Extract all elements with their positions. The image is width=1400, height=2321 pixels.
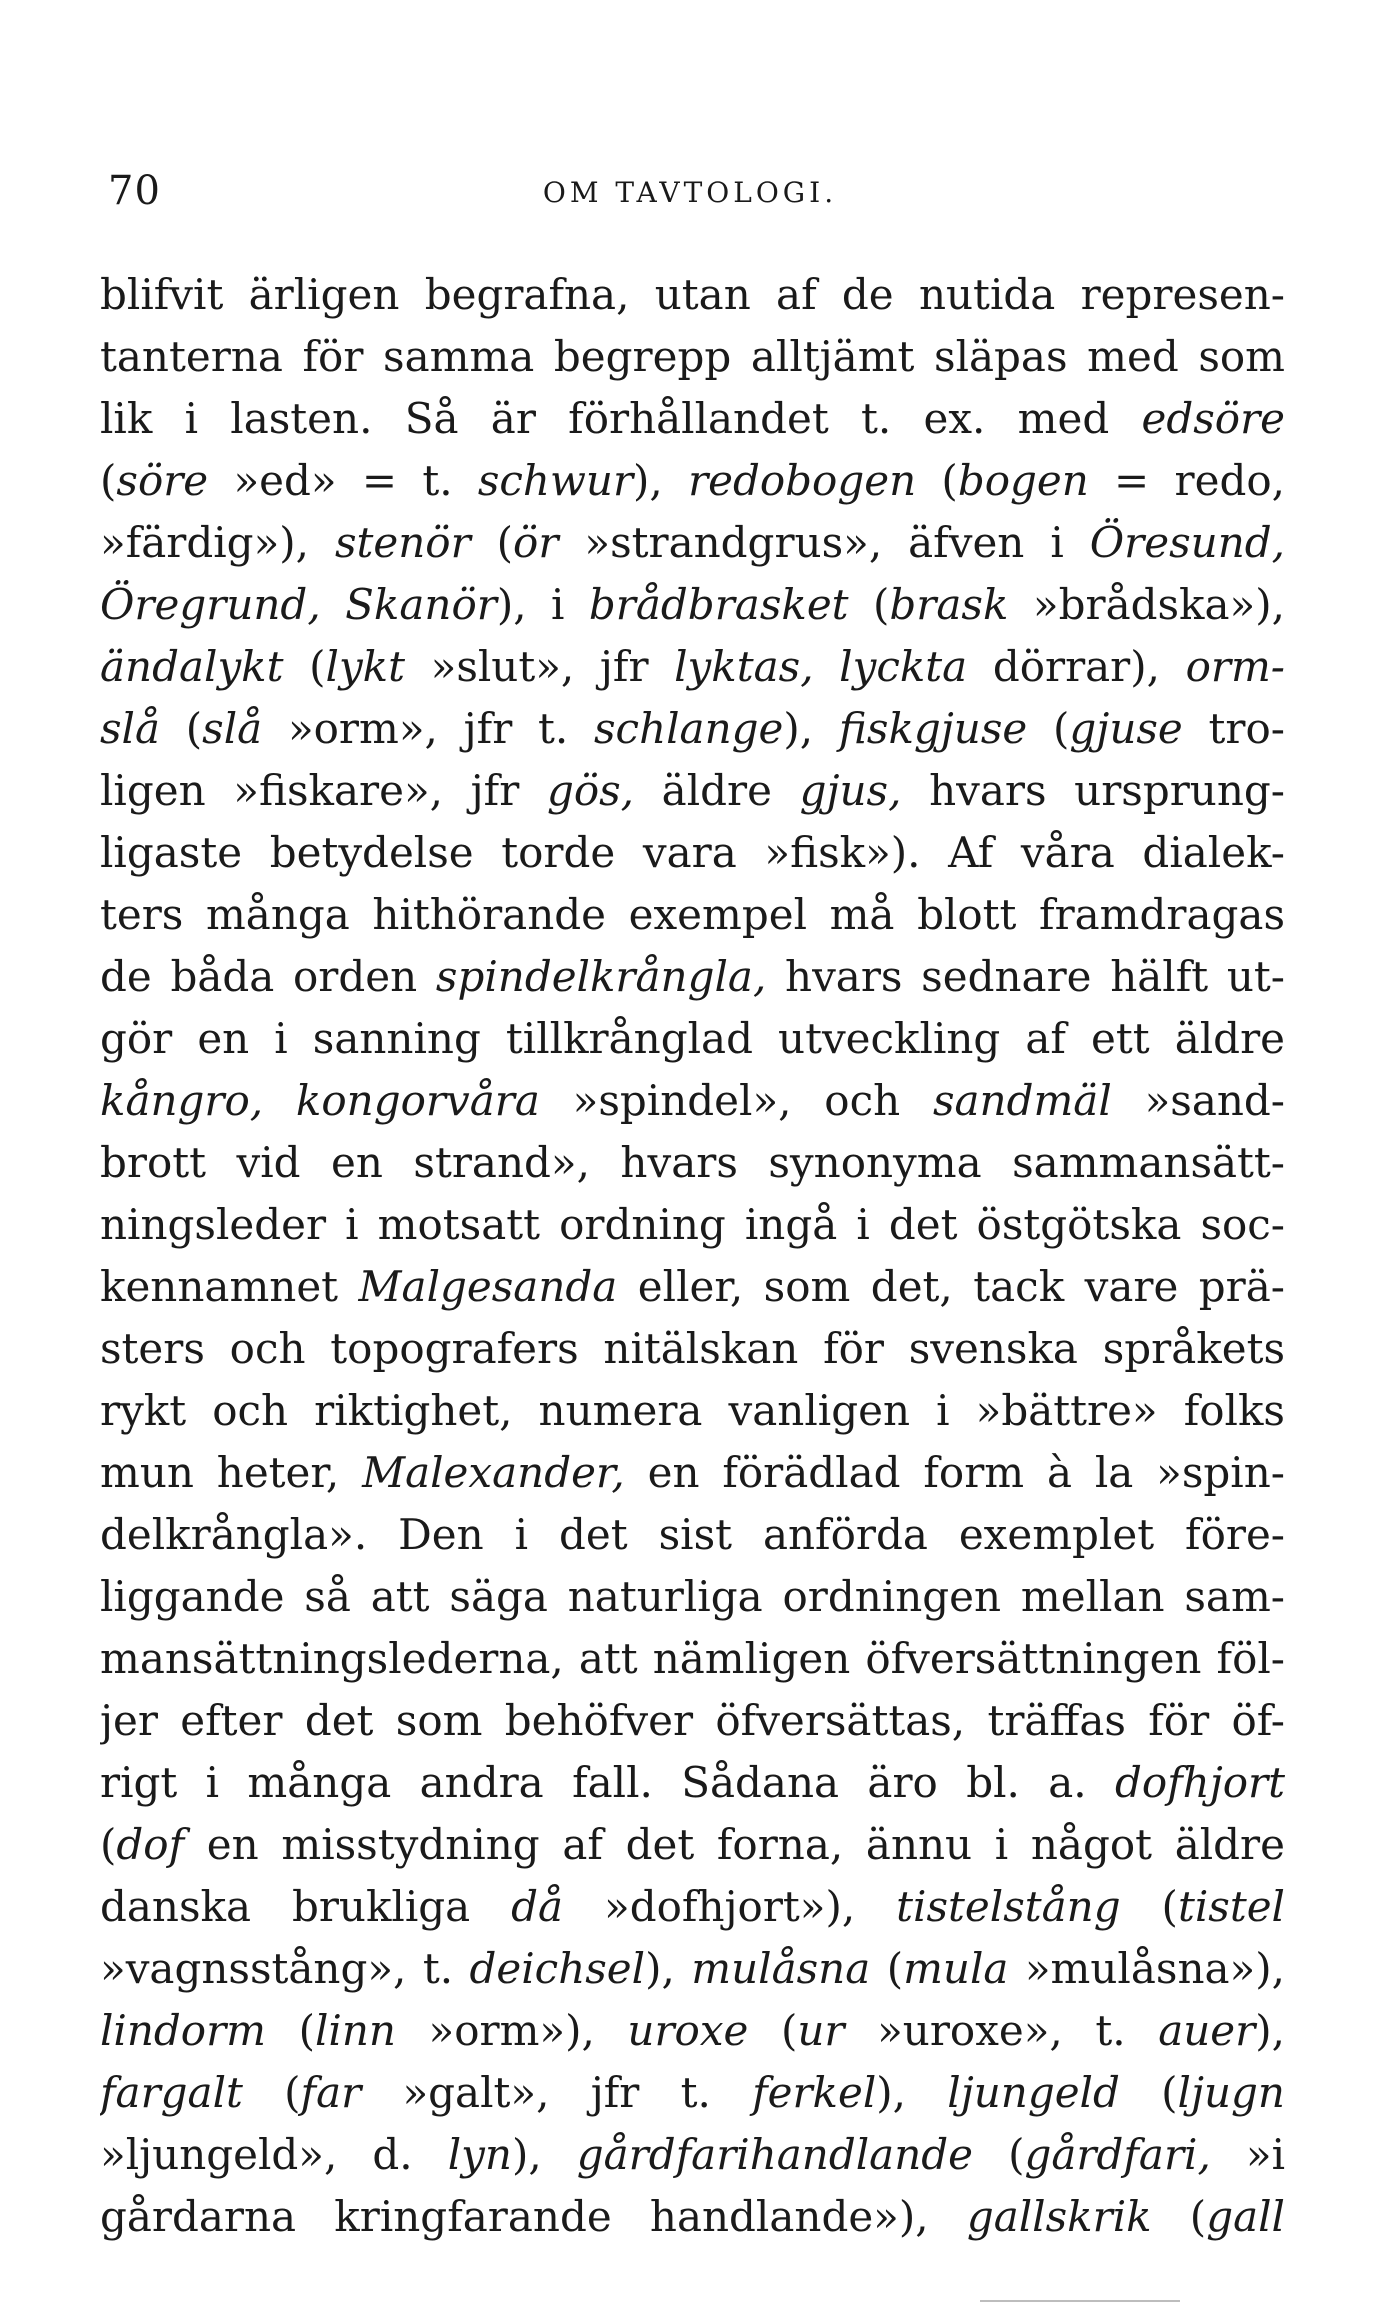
text-run: ),: [511, 2130, 577, 2179]
text-run: (: [916, 456, 958, 505]
text-run: (: [1119, 2068, 1178, 2117]
text-run: (: [1151, 2192, 1207, 2241]
text-line: [100, 1318, 1285, 1380]
text-line: [100, 1380, 1285, 1442]
italic-term: gall: [1206, 2192, 1285, 2241]
text-run: hvars sednare hälft ut-: [766, 952, 1285, 1001]
text-line: [100, 1070, 1285, 1132]
italic-term: gjus,: [799, 766, 902, 815]
text-line: [100, 574, 1285, 636]
text-run: tro-: [1182, 704, 1285, 753]
text-run: rigt i många andra fall. Sådana äro bl. a.: [100, 1758, 1115, 1807]
text-run: »brådska»),: [1008, 580, 1285, 629]
body-text: [100, 264, 1285, 2248]
italic-term: gårdfari,: [1024, 2130, 1211, 2179]
text-line: [100, 2124, 1285, 2186]
text-run: äldre: [634, 766, 800, 815]
text-run: »galt», jfr t.: [361, 2068, 753, 2117]
text-line: [100, 1442, 1285, 1504]
page-edge-mark: [980, 2300, 1180, 2302]
text-run: (: [283, 642, 326, 691]
italic-term: Malgesanda: [358, 1262, 618, 1311]
italic-term: lykt: [325, 642, 406, 691]
text-line: [100, 326, 1285, 388]
italic-term: orm-: [1185, 642, 1285, 691]
text-run: (: [1120, 1882, 1178, 1931]
text-run: (: [266, 2006, 315, 2055]
italic-term: tistelstång: [896, 1882, 1121, 1931]
italic-term: mulåsna: [691, 1944, 871, 1993]
text-run: ), i: [496, 580, 589, 629]
text-run: gårdarna kringfarande handlande»),: [100, 2192, 967, 2241]
text-run: tanterna för samma begrepp alltjämt släpas med som: [100, 332, 1285, 381]
text-line: [100, 388, 1285, 450]
text-run: kennamnet: [100, 1262, 359, 1311]
text-line: [100, 1194, 1285, 1256]
text-line: [100, 1132, 1285, 1194]
italic-term: spindelkrångla,: [435, 952, 767, 1001]
italic-term: brådbrasket: [588, 580, 849, 629]
italic-term: ör: [513, 518, 559, 567]
text-line: [100, 636, 1285, 698]
text-run: (: [100, 456, 117, 505]
text-run: dörrar),: [967, 642, 1186, 691]
text-run: de båda orden: [100, 952, 436, 1001]
italic-term: tistel: [1177, 1882, 1285, 1931]
text-line: [100, 1876, 1285, 1938]
italic-term: slå: [100, 704, 161, 753]
text-run: sters och topografers nitälskan för svenska språkets: [100, 1324, 1285, 1373]
text-line: [100, 1008, 1285, 1070]
italic-term: schwur: [477, 456, 634, 505]
italic-term: fargalt: [100, 2068, 243, 2117]
italic-term: ljugn: [1177, 2068, 1285, 2117]
page-header: [100, 168, 1280, 228]
italic-term: edsöre: [1141, 394, 1285, 443]
text-line: [100, 450, 1285, 512]
italic-term: auer: [1158, 2006, 1256, 2055]
text-line: [100, 884, 1285, 946]
text-run: ),: [645, 1944, 692, 1993]
text-run: »orm», jfr t.: [262, 704, 594, 753]
text-run: hvars ursprung-: [901, 766, 1285, 815]
text-run: (: [470, 518, 514, 567]
italic-term: lyn: [447, 2130, 512, 2179]
text-run: en misstydning af det forna, ännu i något äldre: [184, 1820, 1285, 1869]
italic-term: dof: [116, 1820, 185, 1869]
italic-term: ändalykt: [100, 642, 284, 691]
text-run: jer efter det som behöfver öfversättas, träffas för öf-: [100, 1696, 1285, 1745]
italic-term: far: [300, 2068, 362, 2117]
text-run: ),: [1255, 2006, 1285, 2055]
text-line: [100, 946, 1285, 1008]
text-run: »sand-: [1111, 1076, 1285, 1125]
text-run: eller, som det, tack vare prä-: [617, 1262, 1285, 1311]
italic-term: bogen: [957, 456, 1089, 505]
text-line: [100, 1628, 1285, 1690]
text-run: »mulåsna»),: [1008, 1944, 1285, 1993]
italic-term: linn: [314, 2006, 396, 2055]
italic-term: brask: [889, 580, 1009, 629]
text-run: (: [870, 1944, 904, 1993]
italic-term: söre: [116, 456, 209, 505]
text-run: (: [100, 1820, 117, 1869]
text-line: [100, 822, 1285, 884]
italic-term: kångro, kongorvåra: [100, 1076, 540, 1125]
text-run: ),: [876, 2068, 948, 2117]
text-run: (: [242, 2068, 301, 2117]
text-run: (: [1027, 704, 1070, 753]
text-run: rykt och riktighet, numera vanligen i »bättre» folks: [100, 1386, 1285, 1435]
text-run: »färdig»),: [100, 518, 335, 567]
italic-term: mula: [903, 1944, 1009, 1993]
text-line: [100, 264, 1285, 326]
italic-term: redobogen: [688, 456, 917, 505]
text-run: »vagnsstång», t.: [100, 1944, 470, 1993]
text-run: ligen »fiskare», jfr: [100, 766, 547, 815]
italic-term: ferkel: [752, 2068, 877, 2117]
text-run: danska brukliga: [100, 1882, 512, 1931]
text-run: ),: [783, 704, 839, 753]
text-line: [100, 1938, 1285, 2000]
text-run: (: [748, 2006, 798, 2055]
italic-term: gjuse: [1069, 704, 1183, 753]
text-run: lik i lasten. Så är förhållandet t. ex. med: [100, 394, 1142, 443]
text-line: [100, 2000, 1285, 2062]
text-run: ters många hithörande exempel må blott framdragas: [100, 890, 1285, 939]
text-line: [100, 1752, 1285, 1814]
italic-term: gös,: [546, 766, 635, 815]
italic-term: slå: [202, 704, 263, 753]
text-run: brott vid en strand», hvars synonyma sammansätt-: [100, 1138, 1285, 1187]
text-line: [100, 512, 1285, 574]
italic-term: lyktas, lyckta: [674, 642, 968, 691]
text-line: [100, 760, 1285, 822]
text-run: (: [973, 2130, 1025, 2179]
text-run: = redo,: [1088, 456, 1285, 505]
italic-term: Malexander,: [362, 1448, 625, 1497]
italic-term: ur: [797, 2006, 845, 2055]
text-run: ligaste betydelse torde vara »fisk»). Af våra dialek-: [100, 828, 1285, 877]
text-run: liggande så att säga naturliga ordningen mellan sam-: [100, 1572, 1285, 1621]
text-run: mun heter,: [100, 1448, 363, 1497]
italic-term: lindorm: [100, 2006, 266, 2055]
text-run: en förädlad form à la »spin-: [624, 1448, 1285, 1497]
text-line: [100, 1566, 1285, 1628]
text-run: »slut», jfr: [405, 642, 675, 691]
text-line: [100, 1814, 1285, 1876]
italic-term: stenör: [334, 518, 471, 567]
text-run: »spindel», och: [539, 1076, 933, 1125]
italic-term: gårdfarihandlande: [576, 2130, 974, 2179]
text-line: [100, 2062, 1285, 2124]
italic-term: fiskgjuse: [838, 704, 1028, 753]
running-head: OM TAVTOLOGI.: [542, 176, 838, 209]
text-line: [100, 1256, 1285, 1318]
text-line: [100, 1504, 1285, 1566]
text-run: »i: [1210, 2130, 1285, 2179]
italic-term: uroxe: [627, 2006, 749, 2055]
text-run: (: [160, 704, 203, 753]
italic-term: sandmäl: [932, 1076, 1112, 1125]
text-run: (: [848, 580, 890, 629]
text-run: »dofhjort»),: [563, 1882, 897, 1931]
text-run: »uroxe», t.: [844, 2006, 1159, 2055]
italic-term: schlange: [594, 704, 784, 753]
text-run: »ed» = t.: [208, 456, 478, 505]
italic-term: dofhjort: [1114, 1758, 1285, 1807]
text-line: [100, 2186, 1285, 2248]
text-line: [100, 698, 1285, 760]
text-run: delkrångla». Den i det sist anförda exemplet före-: [100, 1510, 1285, 1559]
text-run: ),: [633, 456, 689, 505]
italic-term: deichsel: [469, 1944, 646, 1993]
italic-term: Öregrund, Skanör: [100, 580, 497, 629]
italic-term: Öresund,: [1089, 518, 1285, 567]
italic-term: gallskrik: [966, 2192, 1152, 2241]
page-number: 70: [108, 168, 161, 214]
text-run: ningsleder i motsatt ordning ingå i det östgötska soc-: [100, 1200, 1285, 1249]
text-run: gör en i sanning tillkrånglad utveckling af ett äldre: [100, 1014, 1285, 1063]
text-run: blifvit ärligen begrafna, utan af de nutida represen-: [100, 270, 1285, 319]
text-run: »ljungeld», d.: [100, 2130, 448, 2179]
italic-term: då: [511, 1882, 564, 1931]
text-run: »strandgrus», äfven i: [558, 518, 1090, 567]
text-line: [100, 1690, 1285, 1752]
text-run: mansättningslederna, att nämligen öfversättningen föl-: [100, 1634, 1285, 1683]
text-run: »orm»),: [395, 2006, 628, 2055]
italic-term: ljungeld: [947, 2068, 1120, 2117]
